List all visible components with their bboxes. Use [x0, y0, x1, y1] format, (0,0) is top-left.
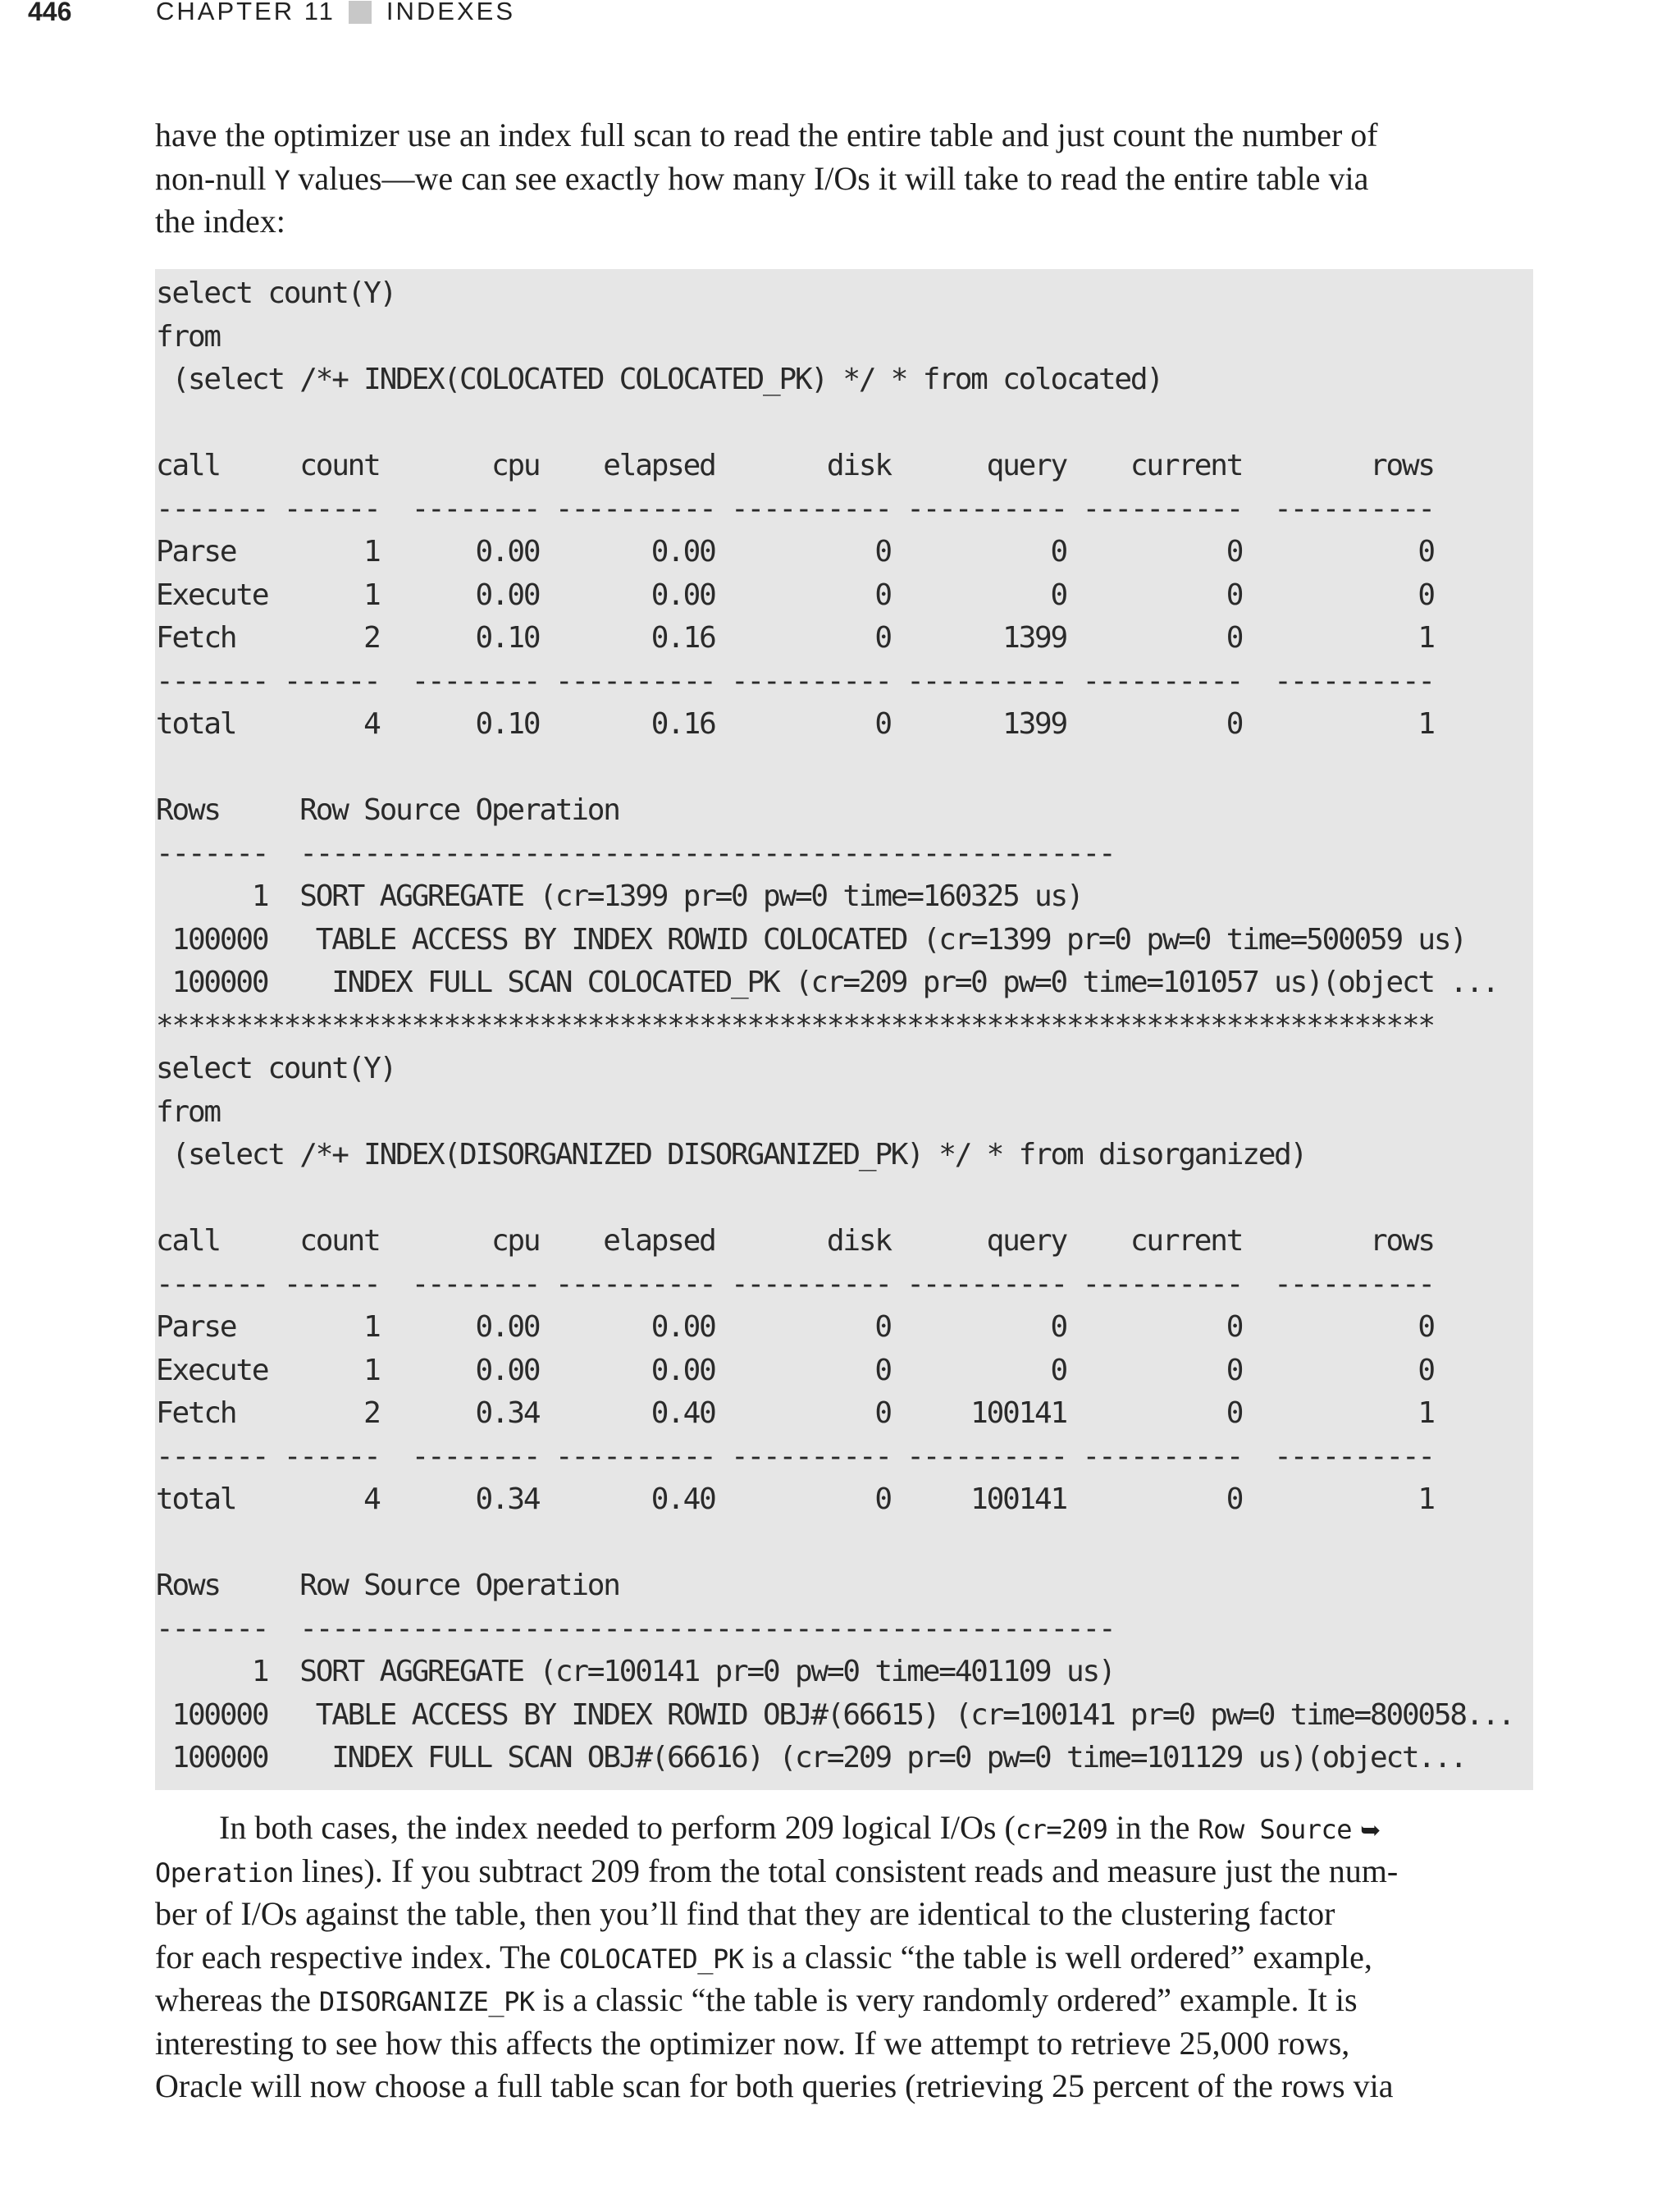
text-span: lines). If you subtract 209 from the total consistent reads and measure just the num-: [293, 1852, 1399, 1889]
chapter-title: INDEXES: [386, 0, 516, 25]
inline-code: Y: [274, 164, 290, 196]
intro-paragraph: [155, 114, 1541, 244]
text-line: Oracle will now choose a full table scan for both queries (retrieving 25 percent of the rows via: [155, 2067, 1394, 2104]
text-line: the index:: [155, 203, 285, 240]
text-line: [155, 1806, 1541, 1850]
text-line: [155, 1850, 1541, 1893]
text-line: [155, 1979, 1541, 2022]
running-header: [0, 0, 1680, 33]
text-line: interesting to see how this affects the optimizer now. If we attempt to retrieve 25,000 rows,: [155, 2024, 1350, 2062]
body-paragraph: [155, 1806, 1541, 2108]
text-span: is a classic “the table is very randomly ordered” example. It is: [534, 1981, 1358, 2018]
text-span: is a classic “the table is well ordered” example,: [743, 1938, 1372, 1975]
text-span: In both cases, the index needed to perform 209 logical I/Os (: [219, 1809, 1016, 1846]
text-line: have the optimizer use an index full scan to read the entire table and just count the number of: [155, 116, 1378, 153]
inline-code: COLOCATED_PK: [559, 1943, 744, 1975]
line-continuation-arrow-icon: ➥: [1360, 1816, 1381, 1845]
chapter-label: CHAPTER 11: [156, 0, 336, 25]
inline-code: cr=209: [1015, 1814, 1108, 1845]
text-line: ber of I/Os against the table, then you’ll find that they are identical to the clustering factor: [155, 1895, 1335, 1932]
running-head: [156, 0, 515, 26]
text-span: values—we can see exactly how many I/Os it will take to read the entire table via: [290, 159, 1369, 197]
inline-code: DISORGANIZE_PK: [318, 1986, 535, 2017]
tkprof-code-listing: select count(Y) from (select /*+ INDEX(COLOCATED COLOCATED_PK) */ * from colocated) call count cpu elapsed disk query current rows ------- ------ -------- ---------- ---------- ---------- ---------- ---------- Parse 1 0.00 0.00 0 0 0 0 Execute 1 0.00 0.00 0 0 0 0 Fetch 2 0.10 0.16 0 1399 0 1 ------- ------ -------- ---------- ---------- ---------- ---------- ---------- total 4 0.10 0.16 0 1399 0 1 Rows Row Source Operation ------- --------------------------------------------------- 1 SORT AGGREGATE (cr=1399 pr=0 pw=0 time=160325 us) 100000 TABLE ACCESS BY INDEX ROWID COLOCATED (cr=1399 pr=0 pw=0 time=500059 us) 100000 INDEX FULL SCAN COLOCATED_PK (cr=209 pr=0 pw=0 time=101057 us)(object ... ******************************************************************************** select count(Y) from (select /*+ INDEX(DISORGANIZED DISORGANIZED_PK) */ * from disorganized) call count cpu elapsed disk query current rows ------- ------ -------- ---------- ---------- ---------- ---------- ---------- Parse 1 0.00 0.00 0 0 0 0 Execute 1 0.00 0.00 0 0 0 0 Fetch 2 0.34 0.40 0 100141 0 1 ------- ------ -------- ---------- ---------- ---------- ---------- ---------- total 4 0.34 0.40 0 100141 0 1 Rows Row Source Operation ------- --------------------------------------------------- 1 SORT AGGREGATE (cr=100141 pr=0 pw=0 time=401109 us) 100000 TABLE ACCESS BY INDEX ROWID OBJ#(66615) (cr=100141 pr=0 pw=0 time=800058... 100000 INDEX FULL SCAN OBJ#(66616) (cr=209 pr=0 pw=0 time=101129 us)(object...: [156, 276, 1514, 1774]
text-line: [155, 1936, 1541, 1980]
text-span: non-null: [155, 159, 275, 197]
inline-code: Operation: [155, 1857, 294, 1889]
page-number: 446: [28, 0, 72, 26]
text-span: whereas the: [155, 1981, 319, 2018]
text-line: [155, 158, 1541, 201]
code-listing-box: [155, 269, 1533, 1790]
text-span: for each respective index. The: [155, 1938, 559, 1975]
text-span: in the: [1107, 1809, 1198, 1846]
inline-code: Row Source: [1198, 1814, 1353, 1845]
separator-square-icon: [349, 1, 372, 24]
